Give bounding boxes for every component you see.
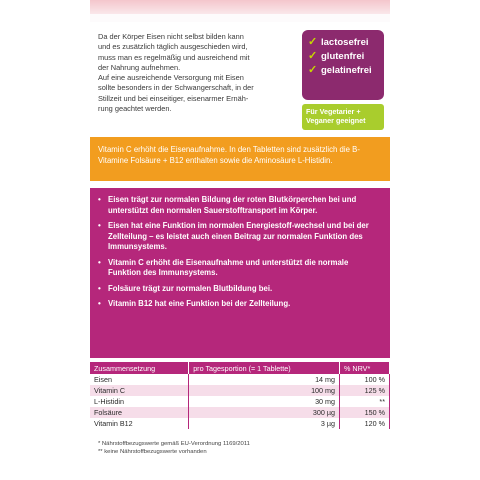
footnotes <box>98 440 378 456</box>
table-cell: Vitamin C <box>90 385 189 396</box>
badge-gelatinefrei <box>308 64 378 77</box>
table-row <box>90 418 390 429</box>
table-row <box>90 374 390 385</box>
table-row <box>90 396 390 407</box>
intro-line: Auf eine ausreichende Versorgung mit Eisen <box>98 73 244 83</box>
benefit-item <box>98 258 382 279</box>
checkmark-icon: ✓ <box>308 50 318 62</box>
intro-text <box>98 32 296 114</box>
table-cell: Eisen <box>90 374 189 385</box>
intro-line: und es zusätzlich täglich ausgeschieden wird, <box>98 42 248 52</box>
table-cell: 150 % <box>340 407 390 418</box>
table-row <box>90 385 390 396</box>
table-cell: 14 mg <box>189 374 340 385</box>
vegan-badge: Für Vegetarier + Veganer geeignet <box>302 104 384 130</box>
benefit-text: Vitamin B12 hat eine Funktion bei der Zellteilung. <box>108 299 291 308</box>
badge-glutenfrei <box>308 50 378 63</box>
intro-line: der Nahrung aufnehmen. <box>98 62 181 72</box>
bullet-icon: • <box>98 257 101 267</box>
table-cell: ** <box>340 396 390 407</box>
table-cell: 3 µg <box>189 418 340 429</box>
benefit-item <box>98 195 382 216</box>
bullet-icon: • <box>98 283 101 293</box>
badge-label: lactosefrei <box>321 37 369 48</box>
table-row <box>90 407 390 418</box>
nutrition-table <box>90 362 390 429</box>
table-cell: 100 mg <box>189 385 340 396</box>
badge-lactosefrei <box>308 36 378 49</box>
benefit-item <box>98 284 382 295</box>
table-cell: Vitamin B12 <box>90 418 189 429</box>
benefit-text: Eisen hat eine Funktion im normalen Energiestoff-wechsel und bei der Zellteilung – es leistet auch einen Beitrag zur normalen Funktion des Immunsystems. <box>108 221 369 251</box>
intro-line: Stillzeit und bei einseitiger, eisenarmer Ernäh- <box>98 93 249 103</box>
badge-label: gelatinefrei <box>321 65 372 76</box>
free-from-badge <box>302 30 384 100</box>
benefit-item <box>98 221 382 253</box>
table-header-row <box>90 362 390 374</box>
footnote: * Nährstoffbezugswerte gemäß EU-Verordnung 1169/2011 <box>98 441 250 447</box>
package-back <box>90 0 390 470</box>
intro-line: Da der Körper Eisen nicht selbst bilden kann <box>98 32 244 41</box>
benefit-text: Eisen trägt zur normalen Bildung der roten Blutkörperchen bei und unterstützt den normalen Sauerstofftransport im Körper. <box>108 195 357 215</box>
benefits-box <box>90 188 390 358</box>
intro-line: rung geachtet werden. <box>98 104 172 114</box>
table-cell: 125 % <box>340 385 390 396</box>
table-cell: 30 mg <box>189 396 340 407</box>
column-header: Zusammensetzung <box>90 362 189 374</box>
table-cell: 100 % <box>340 374 390 385</box>
bullet-icon: • <box>98 195 101 204</box>
bullet-icon: • <box>98 221 101 230</box>
benefit-text: Vitamin C erhöht die Eisenaufnahme und unterstützt die normale Funktion des Immunsystems. <box>108 257 349 277</box>
column-header: % NRV* <box>340 362 390 374</box>
footnote: ** keine Nährstoffbezugswerte vorhanden <box>98 449 207 455</box>
table-cell: L-Histidin <box>90 396 189 407</box>
intro-line: muss man es regelmäßig und ausreichend mit <box>98 52 250 62</box>
table-cell: 120 % <box>340 418 390 429</box>
checkmark-icon: ✓ <box>308 64 318 76</box>
intro-line: sollte besonders in der Schwangerschaft, in der <box>98 83 254 93</box>
checkmark-icon: ✓ <box>308 36 318 48</box>
benefit-text: Folsäure trägt zur normalen Blutbildung bei. <box>108 283 273 293</box>
vitamin-info-box: Vitamin C erhöht die Eisenaufnahme. In den Tabletten sind zusätzlich die B-Vitamine Folsäure + B12 enthalten sowie die Aminosäure L-Histidin. <box>90 137 390 181</box>
column-header: pro Tagesportion (= 1 Tablette) <box>189 362 340 374</box>
badge-label: glutenfrei <box>321 51 365 62</box>
bullet-icon: • <box>98 299 101 308</box>
table-cell: 300 µg <box>189 407 340 418</box>
table-cell: Folsäure <box>90 407 189 418</box>
benefit-item <box>98 299 382 310</box>
package-label <box>90 22 390 470</box>
